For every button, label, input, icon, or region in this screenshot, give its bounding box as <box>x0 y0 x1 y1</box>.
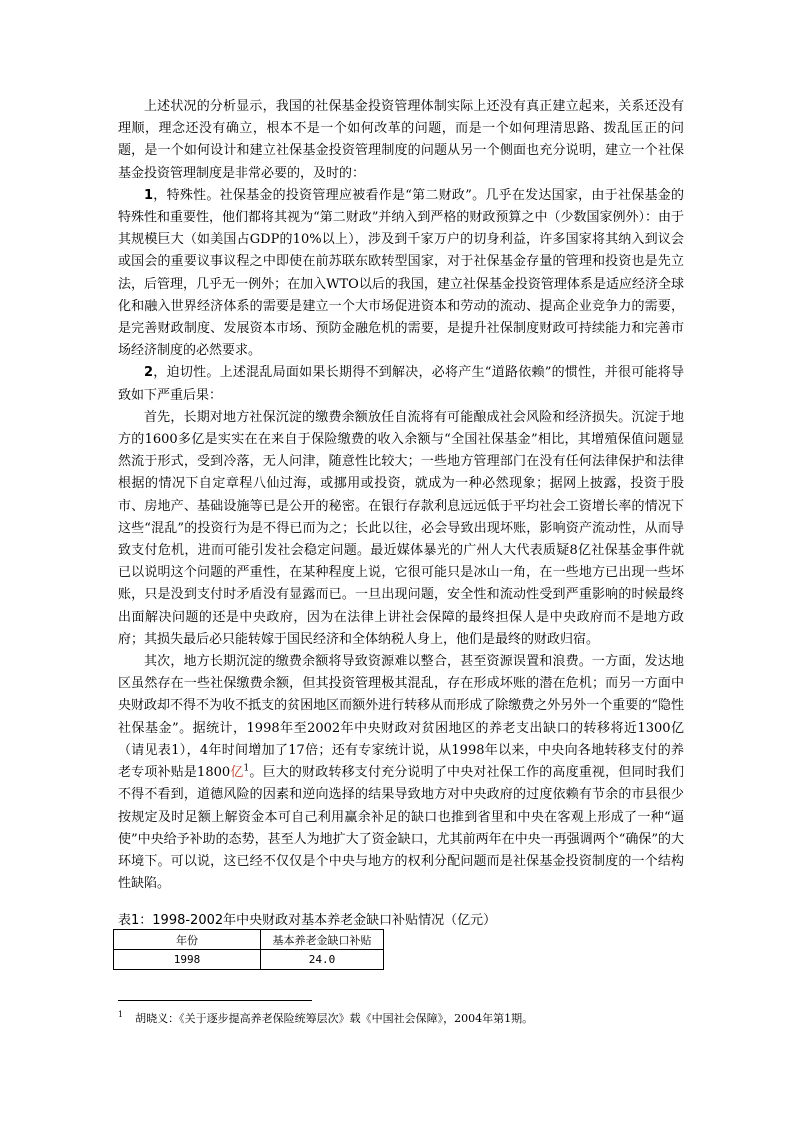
point-2-text: ，迫切性。上述混乱局面如果长期得不到解决，必将产生“道路依赖”的惯性，并很可能将导致如下严重后果： <box>118 365 684 403</box>
table-cell-subsidy: 24.0 <box>261 950 384 970</box>
paragraph-intro: 上述状况的分析显示，我国的社保基金投资管理体制实际上还没有真正建立起来，关系还没有理顺，理念还没有确立，根本不是一个如何改革的问题，而是一个如何理清思路、拨乱匡正的问题，是一个如何设计和建立社保基金投资管理制度的问题从另一个侧面也充分说明，建立一个社保基金投资管理制度是非常必要的，及时的： <box>118 99 684 181</box>
paragraph-second <box>118 651 684 895</box>
table-header-year: 年份 <box>114 930 261 950</box>
paragraph-point-2 <box>118 362 684 406</box>
point-number-1: 1 <box>144 187 154 203</box>
table-cell-year: 1998 <box>114 950 261 970</box>
footnote-divider <box>118 1000 312 1001</box>
paragraph-second-part-a: 其次，地方长期沉淀的缴费余额将导致资源难以整合，甚至资源误置和浪费。一方面，发达地区虽然存在一些社保缴费余额，但其投资管理极其混乱，存在形成坏账的潜在危机；而另一方面中央财政却不得不为收不抵支的贫困地区而额外进行转移从而形成了除缴费之外另外一个重要的“隐性社保基金”。据统计，1998年至2002年中央财政对贫困地区的养老支出缺口的转移将近1300亿（请见表1），4年时间增加了17倍；还有专家统计说，从1998年以来，中央向各地转移支付的养老专项补贴是1800 <box>118 654 684 781</box>
highlighted-unit: 亿 <box>230 765 244 781</box>
footnote-reference[interactable]: 1 <box>243 763 250 774</box>
table-row <box>114 950 384 970</box>
paragraph-point-1 <box>118 185 684 363</box>
table-header-row <box>114 930 384 950</box>
table-header-subsidy: 基本养老金缺口补贴 <box>261 930 384 950</box>
paragraph-first: 首先，长期对地方社保沉淀的缴费余额放任自流将有可能酿成社会风险和经济损失。沉淀于地方的1600多亿是实实在在来自于保险缴费的收入余额与“全国社保基金”相比，其增殖保值问题显然流于形式，受到冷落，无人问津，随意性比较大；一些地方管理部门在没有任何法律保护和法律根据的情况下自定章程八仙过海，或挪用或投资，就成为一种必然现象；据网上披露，投资于股市、房地产、基础设施等已是公开的秘密。在银行存款利息远远低于平均社会工资增长率的情况下这些“混乱”的投资行为是不得已而为之；长此以往，必会导致出现坏账，影响资产流动性，从而导致支付危机，进而可能引发社会稳定问题。最近媒体暴光的广州人大代表质疑8亿社保基金事件就已以说明这个问题的严重性，在某种程度上说，它很可能只是冰山一角，在一些地方已出现一些坏账，只是没到支付时矛盾没有显露而已。一旦出现问题，安全性和流动性受到严重影响的时候最终出面解决问题的还是中央政府，因为在法律上讲社会保障的最终担保人是中央政府而不是地方政府；其损失最后必只能转嫁于国民经济和全体纳税人身上，他们是最终的财政归宿。 <box>118 409 684 647</box>
paragraph-second-part-b: 。巨大的财政转移支付充分说明了中央对社保工作的高度重视，但同时我们不得不看到，道德风险的因素和逆向选择的结果导致地方对中央政府的过度依赖有节余的市县很少按规定及时足额上解资金本可自己利用赢余补足的缺口也推到省里和中央在客观上形成了一种“逼使”中央给予补助的态势，甚至人为地扩大了资金缺口，尤其前两年在中央一再强调两个“确保”的大环境下。可以说，这已经不仅仅是个中央与地方的权利分配问题而是社保基金投资制度的一个结构性缺陷。 <box>118 765 684 892</box>
body-text <box>118 96 684 895</box>
footnote <box>118 1010 533 1026</box>
subsidy-table <box>113 929 384 970</box>
point-1-text: ，特殊性。社保基金的投资管理应被看作是“第二财政”。几乎在发达国家，由于社保基金的特殊性和重要性，他们都将其视为“第二财政”并纳入到严格的财政预算之中（少数国家例外）：由于其规模巨大（如美国占GDP的10%以上），涉及到千家万户的切身利益，许多国家将其纳入到议会或国会的重要议事议程之中即使在前苏联东欧转型国家，对于社保基金存量的管理和投资也是先立法，后管理，几乎无一例外；在加入WTO以后的我国，建立社保基金投资管理体系是适应经济全球化和融入世界经济体系的需要是建立一个大市场促进资本和劳动的流动、提高企业竞争力的需要，是完善财政制度、发展资本市场、预防金融危机的需要，是提升社保制度财政可持续能力和完善市场经济制度的必然要求。 <box>118 187 684 359</box>
footnote-marker: 1 <box>118 1010 124 1020</box>
footnote-text: 胡晓义：《关于逐步提高养老保险统筹层次》载《中国社会保障》，2004年第1期。 <box>135 1012 534 1025</box>
point-number-2: 2 <box>144 365 154 381</box>
table-caption: 表1：1998-2002年中央财政对基本养老金缺口补贴情况（亿元） <box>118 913 497 928</box>
